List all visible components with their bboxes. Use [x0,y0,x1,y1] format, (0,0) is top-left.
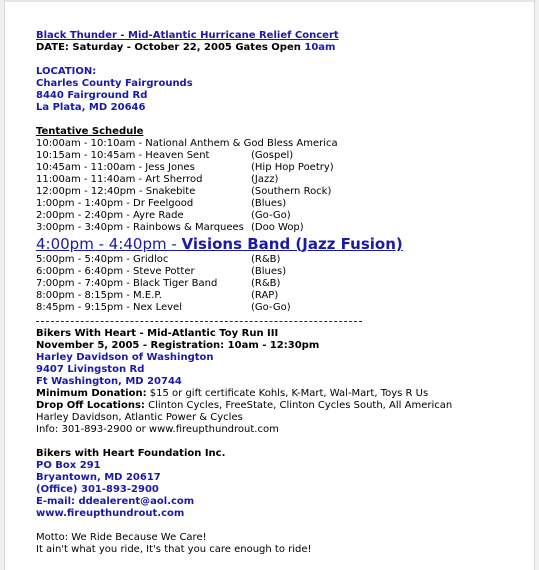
page-content [36,30,516,556]
schedule-time-act: 10:45am - 11:00am - Jess Jones [36,162,195,173]
schedule-time-act: 2:00pm - 2:40pm - Ayre Rade [36,210,184,221]
schedule-row [36,254,516,266]
schedule-row [36,162,516,174]
schedule-genre: (R&B) [251,254,281,265]
motto-line-2: It ain't what you ride, It's that you care enough to ride! [36,544,312,555]
toyrun-donation: Minimum Donation: $15 or gift certificate Kohls, K-Mart, Wal-Mart, Toys R Us [36,388,429,399]
window-top-edge [0,0,539,2]
schedule-time-act: 11:00am - 11:40am - Art Sherrod [36,174,203,185]
schedule-genre: (Hip Hop Poetry) [251,162,334,173]
schedule-list-before [36,138,516,234]
location-street: 8440 Fairground Rd [36,90,148,101]
schedule-time-act: 7:00pm - 7:40pm - Black Tiger Band [36,278,218,289]
schedule-row [36,174,516,186]
schedule-row [36,290,516,302]
schedule-genre: (Go-Go) [251,210,291,221]
gates-open-time: 10am [304,42,336,53]
schedule-time-act: 8:00pm - 8:15pm - M.E.P. [36,290,162,301]
schedule-row [36,302,516,314]
location-city: La Plata, MD 20646 [36,102,146,113]
foundation-email[interactable]: E-mail: ddealerent@aol.com [36,496,195,507]
schedule-highlight[interactable]: 4:00pm - 4:40pm - Visions Band (Jazz Fusion) [36,235,403,253]
schedule-time-act: 10:00am - 10:10am - National Anthem & God Bless America [36,138,338,149]
schedule-time-act: 12:00pm - 12:40pm - Snakebite [36,186,196,197]
schedule-time-act: 5:00pm - 5:40pm - Gridloc [36,254,169,265]
schedule-genre: (Gospel) [251,150,294,161]
schedule-row [36,222,516,234]
schedule-genre: (Go-Go) [251,302,291,313]
toyrun-venue: Harley Davidson of Washington [36,352,214,363]
foundation-name: Bikers with Heart Foundation Inc. [36,448,226,459]
window-right-scrollbar[interactable] [534,0,539,570]
schedule-genre: (RAP) [251,290,279,301]
schedule-time-act: 1:00pm - 1:40pm - Dr Feelgood [36,198,194,209]
schedule-row [36,186,516,198]
location-name: Charles County Fairgrounds [36,78,193,89]
schedule-genre: (Blues) [251,198,287,209]
schedule-row [36,198,516,210]
foundation-city: Bryantown, MD 20617 [36,472,161,483]
schedule-genre: (Southern Rock) [251,186,332,197]
schedule-genre: (Blues) [251,266,287,277]
toyrun-date: November 5, 2005 - Registration: 10am - 12:30pm [36,340,320,351]
schedule-time-act: 8:45pm - 9:15pm - Nex Level [36,302,182,313]
window-left-edge [0,0,5,570]
foundation-web[interactable]: www.fireupthundrout.com [36,508,185,519]
toyrun-street: 9407 Livingston Rd [36,364,145,375]
schedule-genre: (Jazz) [251,174,279,185]
schedule-row [36,266,516,278]
toyrun-dropoff-cont: Harley Davidson, Atlantic Power & Cycles [36,412,243,423]
event-date: DATE: Saturday - October 22, 2005 Gates Open 10am [36,42,336,53]
highlight-band: Visions Band (Jazz Fusion) [181,235,403,253]
foundation-po: PO Box 291 [36,460,101,471]
schedule-heading: Tentative Schedule [36,126,144,137]
toyrun-dropoff: Drop Off Locations: Clinton Cycles, FreeState, Clinton Cycles South, All American [36,400,453,411]
motto-line-1: Motto: We Ride Because We Care! [36,532,207,543]
schedule-genre: (R&B) [251,278,281,289]
schedule-row [36,278,516,290]
schedule-row [36,138,516,150]
schedule-time-act: 6:00pm - 6:40pm - Steve Potter [36,266,195,277]
schedule-time-act: 10:15am - 10:45am - Heaven Sent [36,150,210,161]
schedule-list-after [36,254,516,314]
location-heading: LOCATION: [36,66,97,77]
schedule-time-act: 3:00pm - 3:40pm - Rainbows & Marquees [36,222,244,233]
toyrun-info: Info: 301-893-2900 or www.fireupthundrout.com [36,424,279,435]
schedule-genre: (Doo Wop) [251,222,304,233]
schedule-row [36,150,516,162]
event-title-link[interactable]: Black Thunder - Mid-Atlantic Hurricane Relief Concert [36,30,339,41]
toyrun-title: Bikers With Heart - Mid-Atlantic Toy Run III [36,328,279,339]
schedule-row [36,210,516,222]
foundation-phone: (Office) 301-893-2900 [36,484,159,495]
toyrun-city: Ft Washington, MD 20744 [36,376,182,387]
